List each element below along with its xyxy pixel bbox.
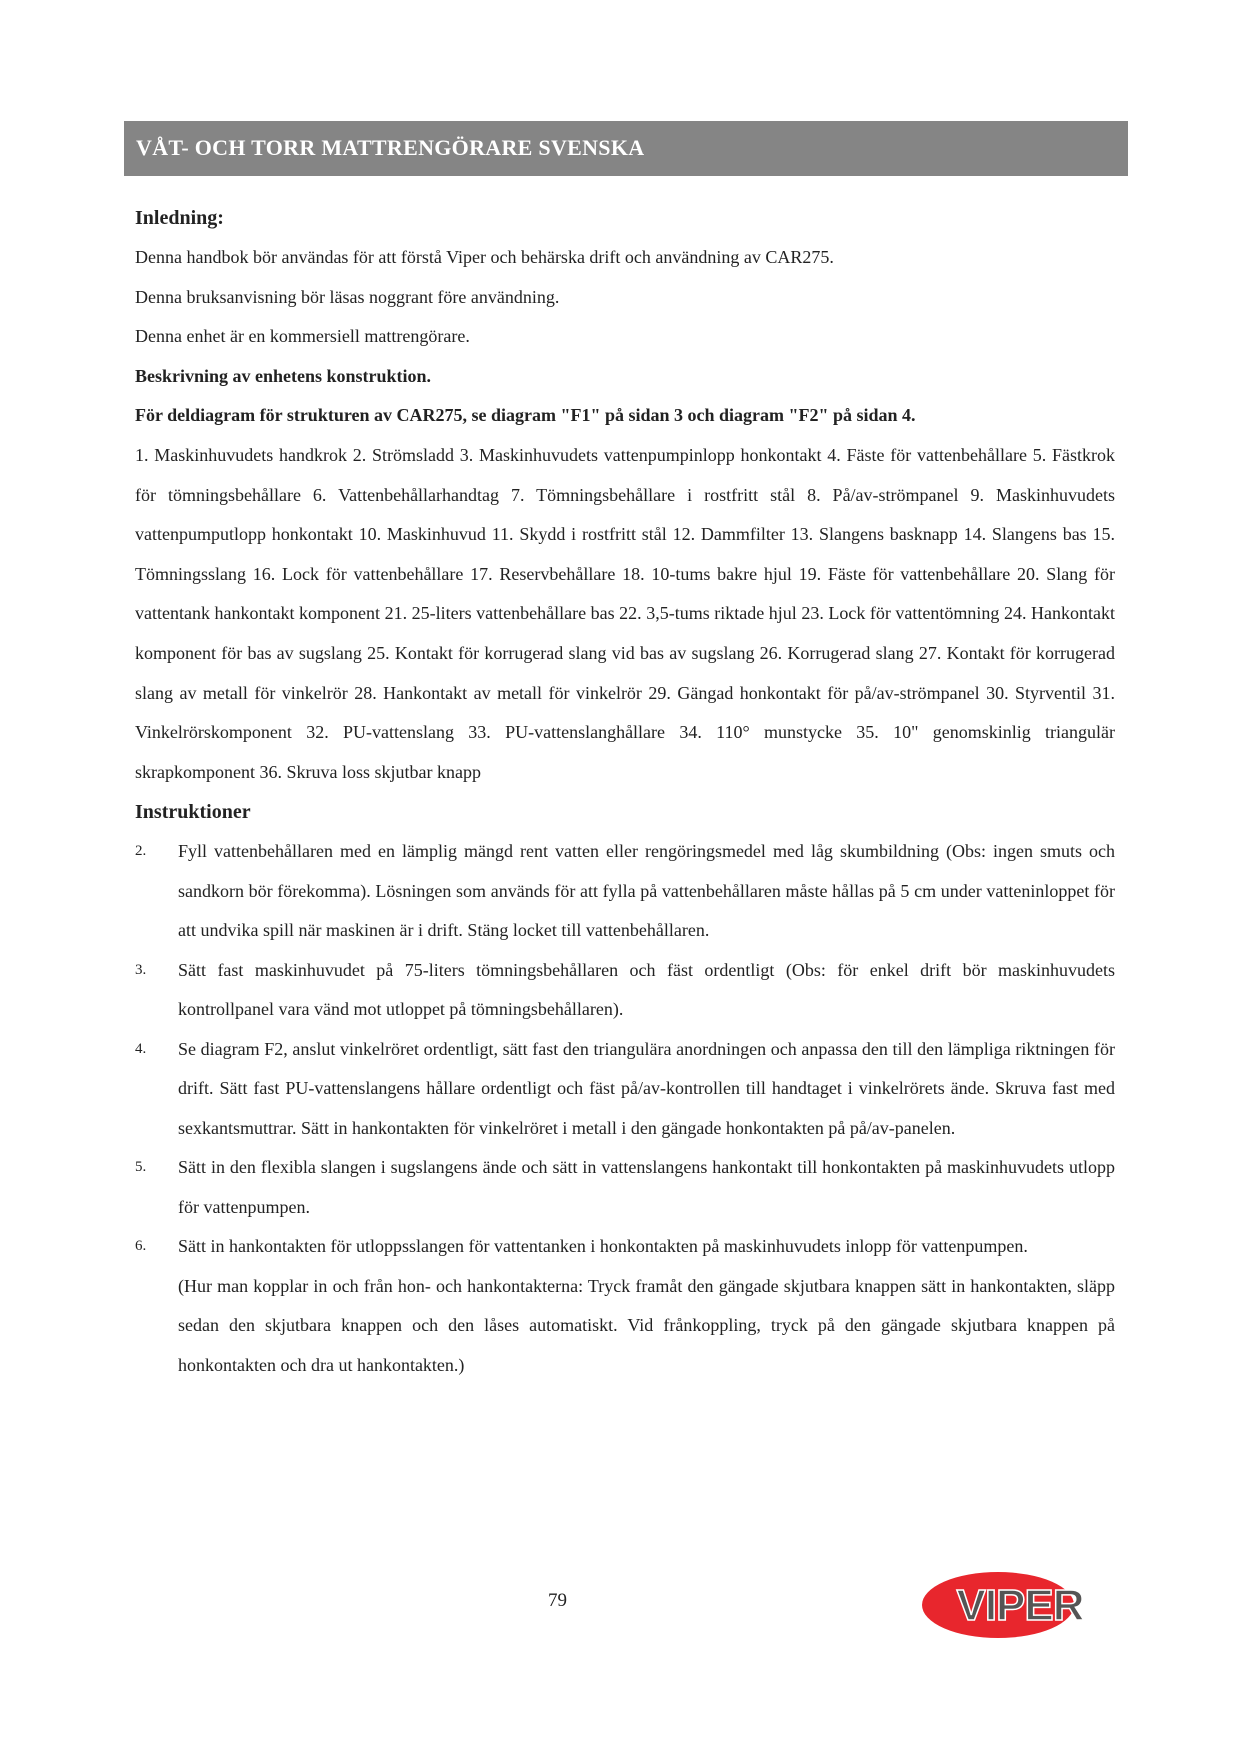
logo-text: VIPER bbox=[956, 1581, 1084, 1630]
instruction-number: 5. bbox=[135, 1159, 147, 1176]
intro-heading: Inledning: bbox=[135, 207, 224, 229]
instruction-item bbox=[135, 832, 1115, 951]
instructions-heading: Instruktioner bbox=[135, 801, 251, 824]
instruction-text: Se diagram F2, anslut vinkelröret ordentligt, sätt fast den triangulära anordningen och anpassa den till den lämpliga riktningen för drift. Sätt fast PU-vattenslangens hållare ordentligt och fäst på/av-kontrollen till handtaget i vinkelrörets ände. Skruva fast med sexkantsmuttrar. Sätt in hankontakten för vinkelröret i metall i den gängade honkontakten på på/av-panelen. bbox=[178, 1038, 1115, 1138]
instruction-number: 3. bbox=[135, 961, 147, 978]
instruction-number: 4. bbox=[135, 1040, 147, 1057]
intro-line: Denna enhet är en kommersiell mattrengörare. bbox=[135, 326, 470, 347]
diagram-note: För deldiagram för strukturen av CAR275, se diagram "F1" på sidan 3 och diagram "F2" på sidan 4. bbox=[135, 405, 916, 426]
instruction-item bbox=[135, 1148, 1115, 1227]
instruction-item bbox=[135, 1227, 1115, 1267]
instruction-text: Sätt fast maskinhuvudet på 75-liters tömningsbehållaren och fäst ordentligt (Obs: för enkel drift bör maskinhuvudets kontrollpanel vara vänd mot utloppet på tömningsbehållaren). bbox=[178, 959, 1115, 1020]
page-number: 79 bbox=[548, 1590, 567, 1611]
section-title: VÅT- OCH TORR MATTRENGÖRARE SVENSKA bbox=[136, 135, 645, 160]
instruction-text: Sätt in hankontakten för utloppsslangen för vattentanken i honkontakten på maskinhuvudets inlopp för vattenpumpen. bbox=[178, 1236, 1028, 1257]
instruction-text: Fyll vattenbehållaren med en lämplig mängd rent vatten eller rengöringsmedel med låg skumbildning (Obs: ingen smuts och sandkorn bör förekomma). Lösningen som används för att fylla på vattenbehållaren måste hållas på 5 cm under vatteninloppet för att undvika spill när maskinen är i drift. Stäng locket till vattenbehållaren. bbox=[178, 841, 1115, 941]
viper-logo bbox=[920, 1568, 1110, 1640]
intro-line: Denna bruksanvisning bör läsas noggrant före användning. bbox=[135, 286, 560, 307]
parts-list: 1. Maskinhuvudets handkrok 2. Strömsladd 3. Maskinhuvudets vattenpumpinlopp honkontakt 4. Fäste för vattenbehållare 5. Fästkrok för tömningsbehållare 6. Vattenbehållarhandtag 7. Tömningsbehållare i rostfritt stål 8. På/av-strömpanel 9. Maskinhuvudets vattenpumputlopp honkontakt 10. Maskinhuvud 11. Skydd i rostfritt stål 12. Dammfilter 13. Slangens basknapp 14. Slangens bas 15. Tömningsslang 16. Lock för vattenbehållare 17. Reservbehållare 18. 10-tums bakre hjul 19. Fäste för vattenbehållare 20. Slang för vattentank hankontakt komponent 21. 25-liters vattenbehållare bas 22. 3,5-tums riktade hjul 23. Lock för vattentömning 24. Hankontakt komponent för bas av sugslang 25. Kontakt för korrugerad slang vid bas av sugslang 26. Korrugerad slang 27. Kontakt för korrugerad slang av metall för vinkelrör 28. Hankontakt av metall för vinkelrör 29. Gängad honkontakt för på/av-strömpanel 30. Styrventil 31. Vinkelrörskomponent 32. PU-vattenslang 33. PU-vattenslanghållare 34. 110° munstycke 35. 10" genomskinlig triangulär skrapkomponent 36. Skruva loss skjutbar knapp bbox=[135, 444, 1115, 782]
intro-line: Denna handbok bör användas för att förstå Viper och behärska drift och användning av CAR275. bbox=[135, 247, 834, 267]
instruction-text: Sätt in den flexibla slangen i sugslangens ände och sätt in vattenslangens hankontakt till honkontakten på maskinhuvudets utlopp för vattenpumpen. bbox=[178, 1157, 1115, 1217]
page-content bbox=[135, 198, 1115, 1385]
connector-note: (Hur man kopplar in och från hon- och hankontakterna: Tryck framåt den gängade skjutbara knappen sätt in hankontakten, släpp sedan den skjutbara knappen och den låses automatiskt. Vid frånkoppling, tryck på den gängade skjutbara knappen på honkontakten och dra ut hankontakten.) bbox=[178, 1275, 1115, 1375]
section-banner bbox=[124, 121, 1128, 176]
instruction-item bbox=[135, 1030, 1115, 1149]
instruction-number: 2. bbox=[135, 843, 147, 860]
construction-heading: Beskrivning av enhetens konstruktion. bbox=[135, 365, 432, 386]
instruction-number: 6. bbox=[135, 1238, 147, 1255]
instruction-item bbox=[135, 951, 1115, 1030]
